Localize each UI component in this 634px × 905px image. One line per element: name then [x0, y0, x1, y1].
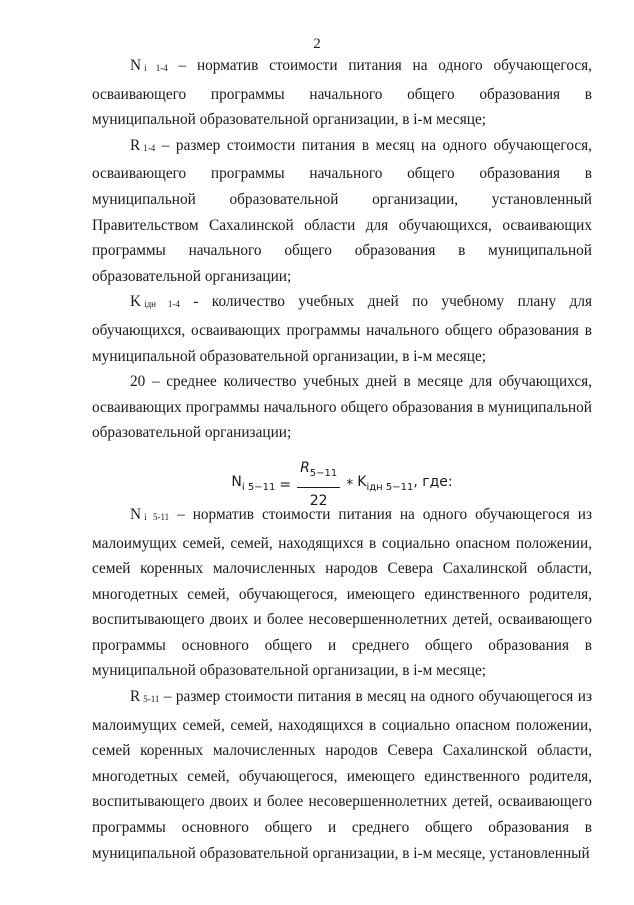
paragraph-n-1-4	[92, 53, 592, 133]
term-subscript: iдн 1-4	[144, 299, 180, 310]
term-subscript: i 1-4	[144, 63, 168, 73]
paragraph-text: 20 – среднее количество учебных дней в месяце для обучающихся, осваивающих программы начального общего образования в муниципальной образовательной организации;	[92, 373, 592, 442]
term-symbol: N	[130, 57, 142, 74]
paragraph-text: – размер стоимости питания в месяц на одного обучающегося из малоимущих семей, семей, находящихся в социально опасном положении, семей коренных малочисленных народов Севера Сахалинской области, многодетных семей, обучающегося, имеющего единственного родителя, воспитывающего двоих и более несовершеннолетних детей, осваивающего программы основного общего и среднего общего образования в муниципальной образовательной организации, в i-м месяце, установленный	[92, 688, 592, 862]
term-symbol: N	[130, 505, 142, 523]
page-number: 2	[313, 36, 321, 52]
term-symbol: R	[130, 136, 141, 154]
paragraph-r-1-4	[92, 133, 592, 290]
term-symbol: R	[130, 688, 141, 706]
formula-lhs: $N_{i 5-11}$	[231, 474, 276, 493]
term-subscript: 1-4	[143, 142, 156, 153]
formula-k: $K_{iдн 5-11}$, где:	[357, 474, 453, 493]
paragraph-r-5-11	[92, 684, 592, 866]
paragraph-text: – норматив стоимости питания на одного обучающегося из малоимущих семей, семей, находящихся в социально опасном положении, семей коренных малочисленных народов Севера Сахалинской области, многодетных семей, обучающегося, имеющего единственного родителя, воспитывающего двоих и более несовершеннолетних детей, осваивающего программы основного общего и среднего общего образования в муниципальной образовательной организации, в i-м месяце;	[92, 505, 592, 680]
term-subscript: 5-11	[143, 694, 160, 705]
formula-multiply: *	[346, 476, 354, 493]
formula	[92, 452, 592, 510]
paragraph-k-1-4	[92, 289, 592, 369]
paragraph-text: – размер стоимости питания в месяц на одного обучающегося, осваивающего программы начального общего образования в муниципальной образовательной организации, установленный Правительством Сахалинской области для обучающихся, осваивающих программы начального общего образования в муниципальной образовательной организации;	[92, 136, 592, 285]
formula-fraction: $\frac{R_{5-11}}{22}$	[297, 456, 340, 515]
paragraph-20-days	[92, 369, 592, 446]
document-body	[92, 53, 592, 866]
paragraph-text: – норматив стоимости питания на одного обучающегося, осваивающего программы начального общего образования в муниципальной образовательной организации, в i-м месяце;	[92, 57, 592, 129]
paragraph-n-5-11	[92, 502, 592, 684]
term-symbol: K	[130, 293, 142, 311]
paragraph-text: - количество учебных дней по учебному плану для обучающихся, осваивающих программы начального общего образования в муниципальной образовательной организации, в i-м месяце;	[92, 293, 592, 365]
term-subscript: i 5-11	[144, 511, 170, 522]
formula-equals: =	[279, 476, 292, 493]
